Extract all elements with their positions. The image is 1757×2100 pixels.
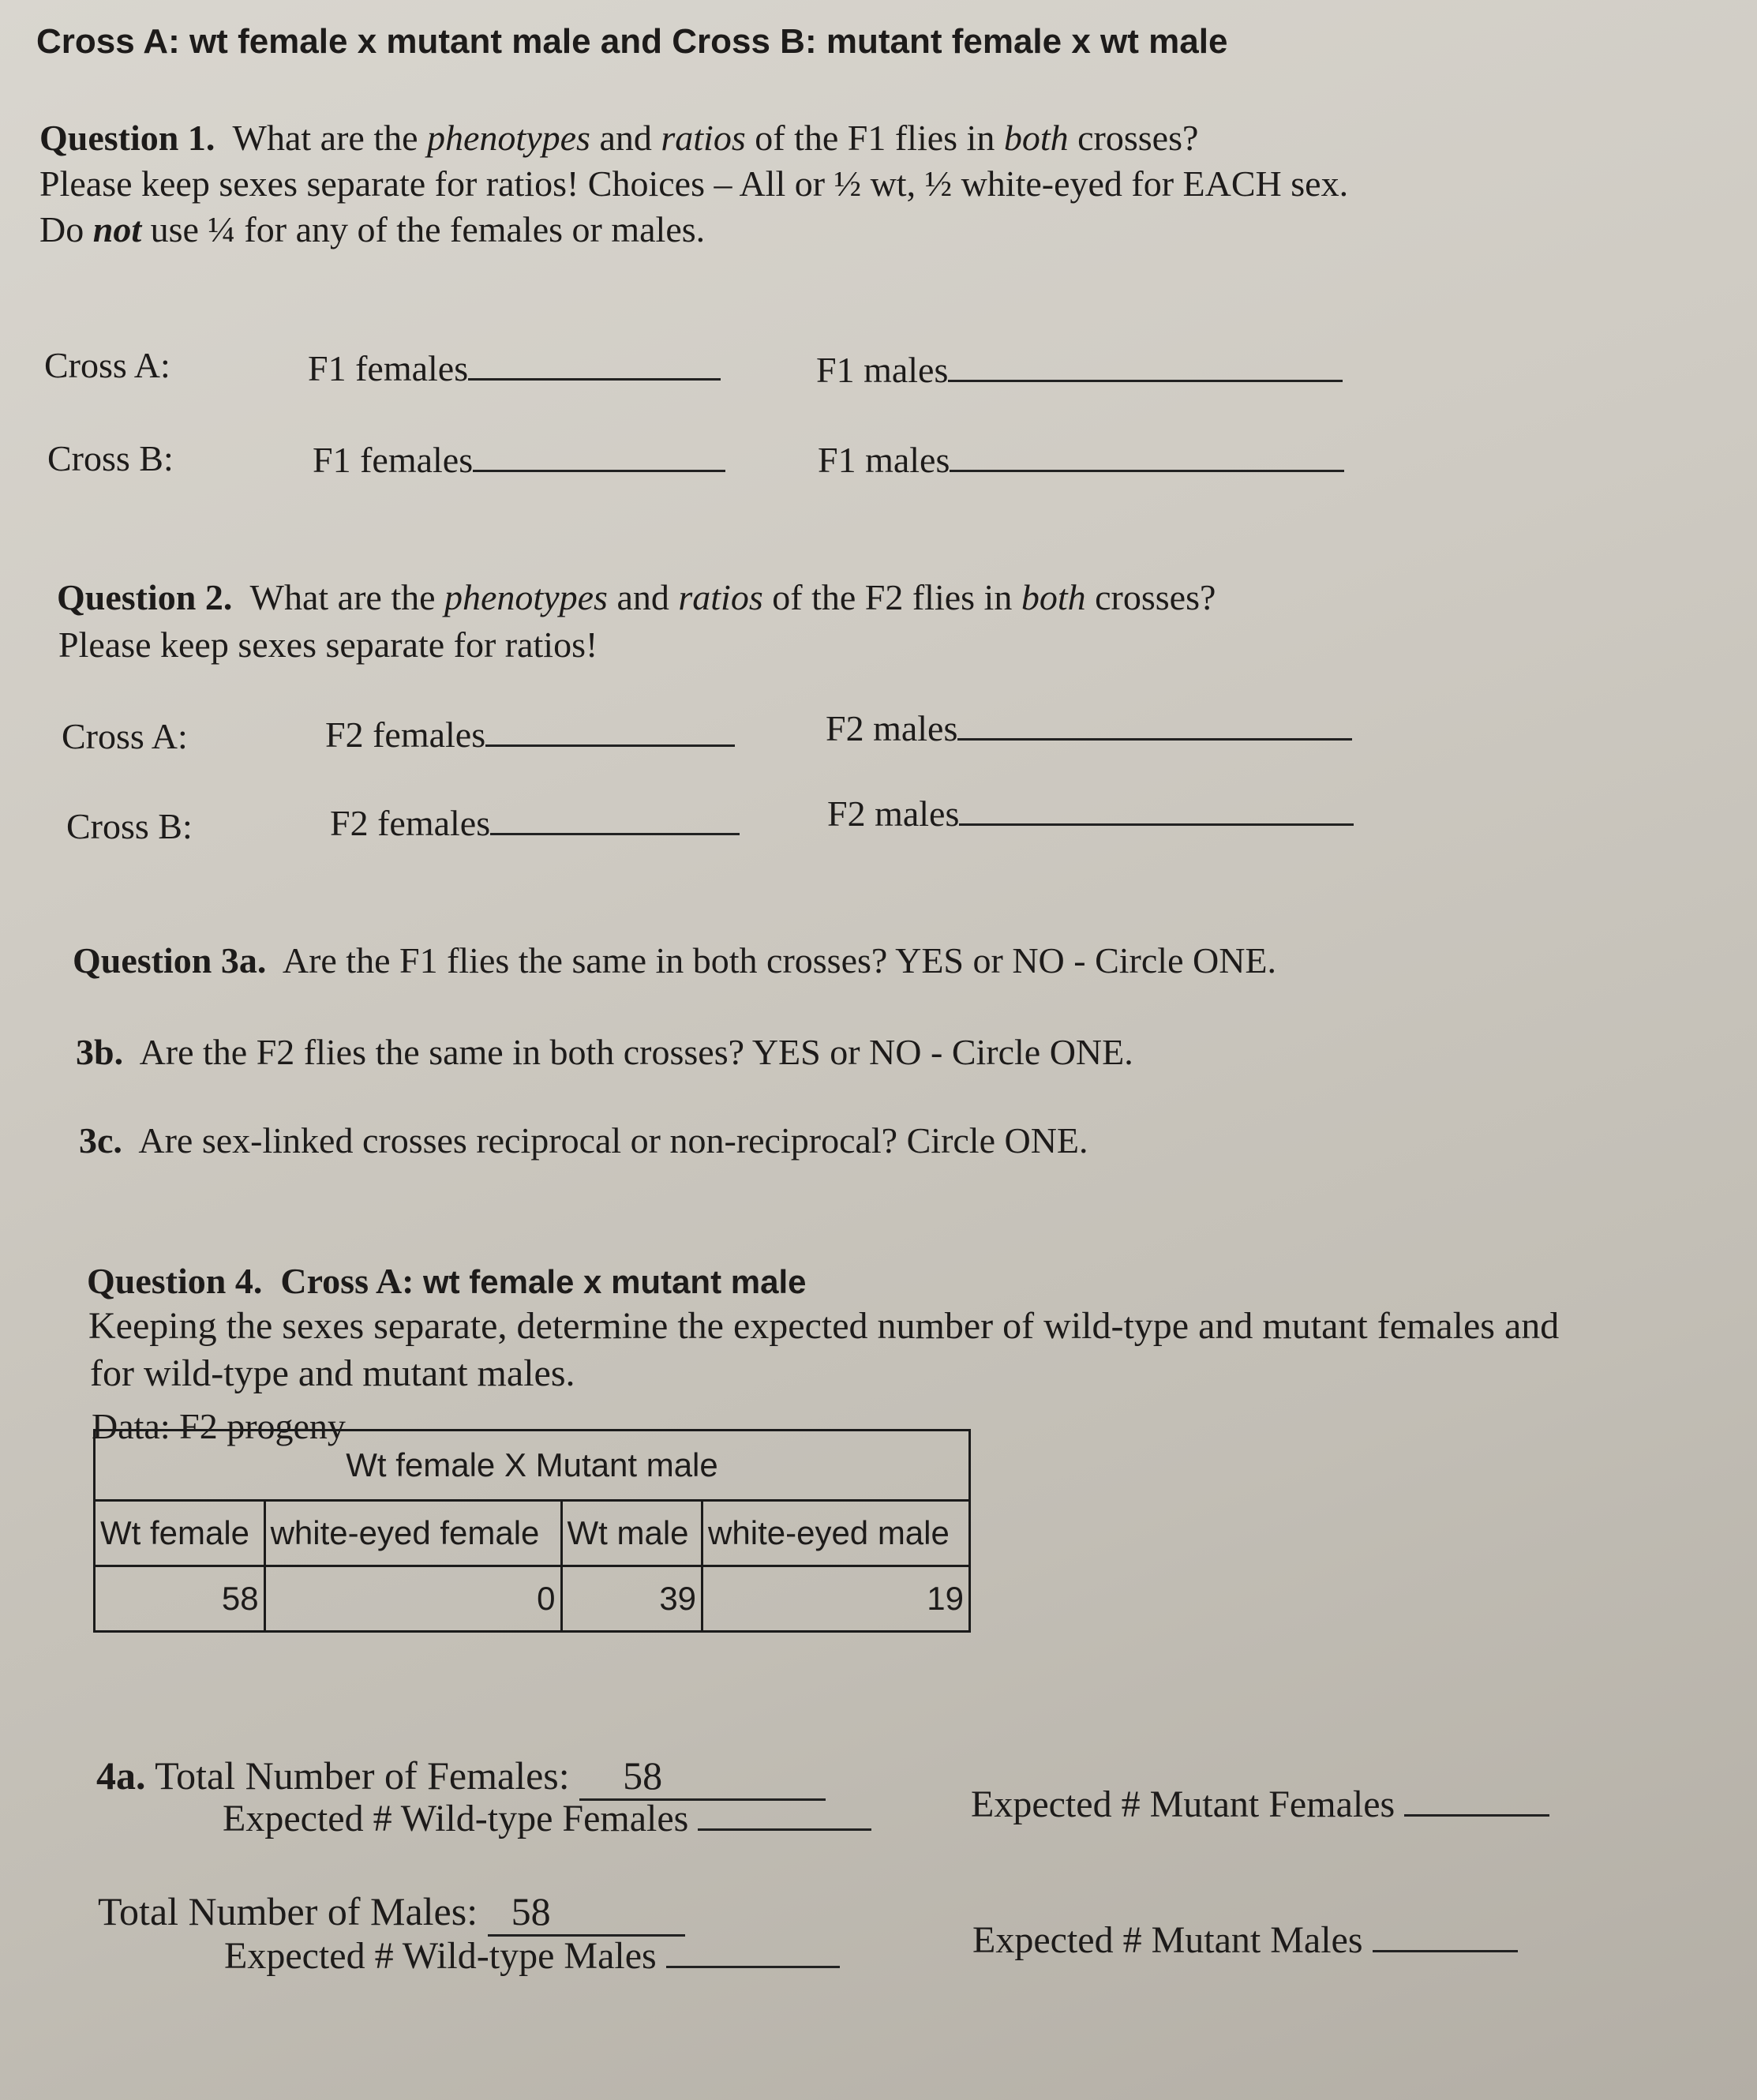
- q3c-line: [79, 1119, 1088, 1161]
- q2-cross-a-f2-females: [325, 714, 735, 756]
- q4a-total-females-value: 58: [623, 1753, 663, 1798]
- q4-cross-text: wt female x mutant male: [422, 1263, 807, 1300]
- q2-ratios: ratios: [678, 577, 763, 617]
- q4a-exp-wt-females-label: Expected # Wild-type Females: [223, 1798, 689, 1839]
- table-title: Wt female X Mutant male: [95, 1431, 970, 1501]
- q4a-total-males-label: Total Number of Males:: [98, 1889, 478, 1933]
- table-cell-wt-female: 58: [95, 1566, 265, 1632]
- q1-cross-a-females-blank[interactable]: [468, 378, 721, 381]
- q3b-text: Are the F2 flies the same in both crosses? YES or NO - Circle ONE.: [139, 1032, 1133, 1072]
- q2-cross-b-males-blank[interactable]: [959, 823, 1354, 826]
- table-header-row: [95, 1501, 970, 1566]
- q1-cross-b-females-label: F1 females: [313, 440, 474, 480]
- table-header-wt-female: Wt female: [95, 1501, 265, 1566]
- table-row: [95, 1566, 970, 1632]
- q1-cross-b-label: Cross B:: [47, 438, 174, 478]
- q2-text-d: crosses?: [1085, 577, 1216, 617]
- q4a-label: 4a.: [96, 1753, 146, 1798]
- q1-text-b: and: [590, 118, 661, 158]
- q4a-total-males-value: 58: [511, 1889, 551, 1933]
- q4a-total-males: [98, 1888, 685, 1937]
- q1-line3-a: Do: [39, 209, 93, 249]
- q1-line3-b: use ¼ for any of the females or males.: [141, 209, 706, 249]
- q3a-label: Question 3a.: [73, 940, 267, 981]
- table-cell-wt-male: 39: [561, 1566, 702, 1632]
- q1-cross-a-males-blank[interactable]: [948, 380, 1343, 382]
- q3a-line: [73, 939, 1276, 981]
- q1-both: both: [1003, 118, 1069, 158]
- q2-line2: Please keep sexes separate for ratios!: [58, 624, 598, 665]
- q4a-exp-mut-females-blank[interactable]: [1404, 1814, 1549, 1817]
- q2-cross-a-females-label: F2 females: [325, 714, 486, 755]
- q4-label: Question 4.: [87, 1261, 263, 1301]
- q1-ratios: ratios: [661, 118, 746, 158]
- q1-cross-b-f1-males: [818, 439, 1344, 481]
- q1-cross-a-males-label: F1 males: [816, 350, 949, 390]
- q4-line3: for wild-type and mutant males.: [90, 1352, 575, 1394]
- q2-cross-b-label: Cross B:: [66, 806, 193, 846]
- q1-cross-a-females-label: F1 females: [308, 348, 469, 388]
- table-title-row: [95, 1431, 970, 1501]
- q4a-exp-wt-males: [224, 1934, 840, 1978]
- q4a-exp-mut-males-blank[interactable]: [1373, 1950, 1518, 1952]
- data-table: [93, 1429, 971, 1633]
- q4a-total-females-field[interactable]: [579, 1753, 826, 1801]
- q4a-exp-wt-males-blank[interactable]: [666, 1966, 840, 1968]
- q2-text-b: and: [607, 577, 679, 617]
- q1-cross-a-f1-males: [816, 349, 1343, 391]
- page-title: Cross A: wt female x mutant male and Cross B: mutant female x wt male: [36, 22, 1228, 61]
- q2-both: both: [1021, 577, 1086, 617]
- q1-text-a: What are the: [232, 118, 428, 158]
- q3b-label: 3b.: [76, 1032, 124, 1072]
- q4a-total-females-label: Total Number of Females:: [155, 1753, 570, 1798]
- q2-cross-a-males-blank[interactable]: [957, 738, 1352, 741]
- q2-phenotypes: phenotypes: [444, 577, 608, 617]
- q2-cross-b-females-blank[interactable]: [490, 833, 740, 835]
- q1-not: not: [92, 209, 142, 249]
- q4a-exp-wt-males-label: Expected # Wild-type Males: [224, 1935, 657, 1977]
- table-header-white-eyed-female: white-eyed female: [264, 1501, 561, 1566]
- q1-cross-a-f1-females: [308, 347, 721, 389]
- q1-line3: [39, 208, 705, 250]
- q2-cross-a-females-blank[interactable]: [485, 744, 735, 747]
- q1-cross-a-label: Cross A:: [44, 345, 170, 385]
- q2-cross-b-females-label: F2 females: [330, 803, 491, 843]
- q3c-text: Are sex-linked crosses reciprocal or non-reciprocal? Circle ONE.: [138, 1120, 1088, 1161]
- table-cell-white-eyed-female: 0: [264, 1566, 561, 1632]
- q2-cross-b-males-label: F2 males: [827, 793, 960, 834]
- q3c-label: 3c.: [79, 1120, 122, 1161]
- q2-cross-a-males-label: F2 males: [826, 708, 958, 748]
- q1-cross-b-males-label: F1 males: [818, 440, 950, 480]
- q4a-exp-wt-females-blank[interactable]: [698, 1828, 871, 1831]
- q4a-total-males-field[interactable]: [488, 1888, 685, 1937]
- q2-label: Question 2.: [57, 577, 233, 617]
- q1-cross-b-males-blank[interactable]: [950, 470, 1344, 472]
- q4-data-label: Data: F2 progeny: [92, 1406, 346, 1446]
- table-header-wt-male: Wt male: [561, 1501, 702, 1566]
- q2-cross-a-label: Cross A:: [62, 716, 188, 756]
- q4a-exp-mut-males: [972, 1918, 1518, 1962]
- q4a-exp-mut-females: [971, 1783, 1549, 1826]
- q4a-exp-wt-females: [223, 1797, 871, 1840]
- q2-cross-b-f2-females: [330, 802, 740, 844]
- q1-cross-b-females-blank[interactable]: [473, 470, 725, 472]
- q1-phenotypes: phenotypes: [427, 118, 590, 158]
- q3a-text: Are the F1 flies the same in both crosses? YES or NO - Circle ONE.: [282, 940, 1277, 981]
- q2-text-c: of the F2 flies in: [762, 577, 1021, 617]
- q4a-exp-mut-males-label: Expected # Mutant Males: [972, 1919, 1363, 1961]
- q4a-total-females: [96, 1753, 826, 1801]
- q1-label: Question 1.: [39, 118, 215, 158]
- q2-cross-a-f2-males: [826, 707, 1352, 749]
- q4a-exp-mut-females-label: Expected # Mutant Females: [971, 1783, 1395, 1825]
- q4-line1: [87, 1260, 806, 1302]
- q1-line2: Please keep sexes separate for ratios! Choices – All or ½ wt, ½ white-eyed for EACH sex.: [39, 163, 1349, 204]
- q1-text-d: crosses?: [1068, 118, 1199, 158]
- q2-cross-b-f2-males: [827, 793, 1354, 834]
- q2-text-a: What are the: [249, 577, 445, 617]
- q1-text-c: of the F1 flies in: [745, 118, 1004, 158]
- q4-line2: Keeping the sexes separate, determine the expected number of wild-type and mutant females and: [88, 1305, 1560, 1347]
- q1-line1: [39, 117, 1198, 159]
- q2-line1: [57, 576, 1216, 618]
- table-header-white-eyed-male: white-eyed male: [702, 1501, 970, 1566]
- q1-cross-b-f1-females: [313, 439, 725, 481]
- q4-cross-label: Cross A:: [280, 1261, 414, 1301]
- q3b-line: [76, 1031, 1133, 1073]
- table-cell-white-eyed-male: 19: [702, 1566, 970, 1632]
